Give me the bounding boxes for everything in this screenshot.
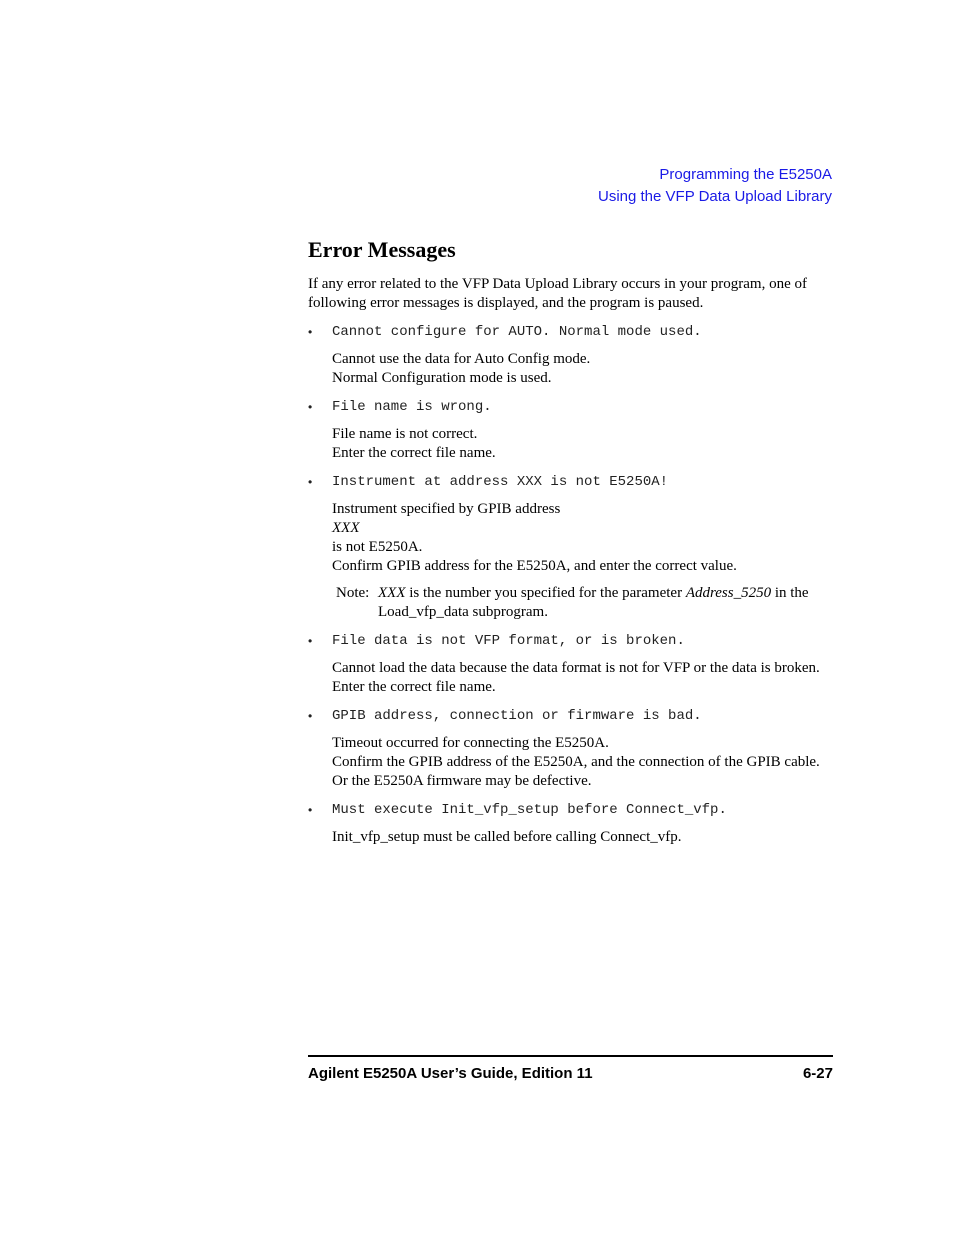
page-number: 6-27 [802, 1065, 833, 1082]
error-item-3 [308, 473, 832, 622]
error-description: Cannot load the data because the data format is not for VFP or the data is broken. Enter the correct file name. [332, 660, 820, 695]
section-title: Error Messages [308, 237, 456, 262]
main-content [308, 234, 832, 857]
page-footer [308, 1055, 833, 1084]
running-header [598, 164, 832, 208]
error-message: • File name is wrong. [308, 399, 492, 415]
bullet-icon: • [308, 400, 313, 414]
intro-paragraph: If any error related to the VFP Data Upload Library occurs in your program, one of following error messages is displayed, and the program is paused. [308, 276, 808, 311]
error-item-1 [308, 323, 832, 388]
bullet-icon: • [308, 475, 313, 489]
error-item-2 [308, 398, 832, 463]
error-message: • Instrument at address XXX is not E5250A! [308, 474, 669, 490]
bullet-icon: • [308, 325, 313, 339]
error-description: File name is not correct. Enter the correct file name. [332, 426, 496, 461]
error-description: Timeout occurred for connecting the E5250A. Confirm the GPIB address of the E5250A, and the connection of the GPIB cable. Or the E5250A firmware may be defective. [332, 735, 820, 789]
bullet-icon: • [308, 803, 313, 817]
bullet-icon: • [308, 709, 313, 723]
header-section-link[interactable]: Using the VFP Data Upload Library [597, 188, 832, 205]
note-block: Note: XXX is the number you specified for the parameter Address_5250 in the Load_vfp_data subprogram. [336, 585, 809, 620]
error-message: • File data is not VFP format, or is broken. [308, 633, 685, 649]
error-item-5 [308, 707, 832, 791]
error-message: • Must execute Init_vfp_setup before Connect_vfp. [308, 802, 727, 818]
note-label: Note: [336, 585, 370, 601]
error-description: Cannot use the data for Auto Config mode. Normal Configuration mode is used. [332, 351, 591, 386]
footer-title: Agilent E5250A User’s Guide, Edition 11 [308, 1065, 593, 1082]
bullet-icon: • [308, 634, 313, 648]
header-chapter-link[interactable]: Programming the E5250A [659, 166, 832, 183]
error-message: • GPIB address, connection or firmware is bad. [308, 708, 702, 724]
error-description: Init_vfp_setup must be called before calling Connect_vfp. [332, 829, 682, 845]
error-message: • Cannot configure for AUTO. Normal mode used. [308, 324, 702, 340]
error-item-6 [308, 801, 832, 847]
error-item-4 [308, 632, 832, 697]
error-description: Instrument specified by GPIB address XXX is not E5250A. Confirm GPIB address for the E5250A, and enter the correct value. [332, 501, 737, 574]
